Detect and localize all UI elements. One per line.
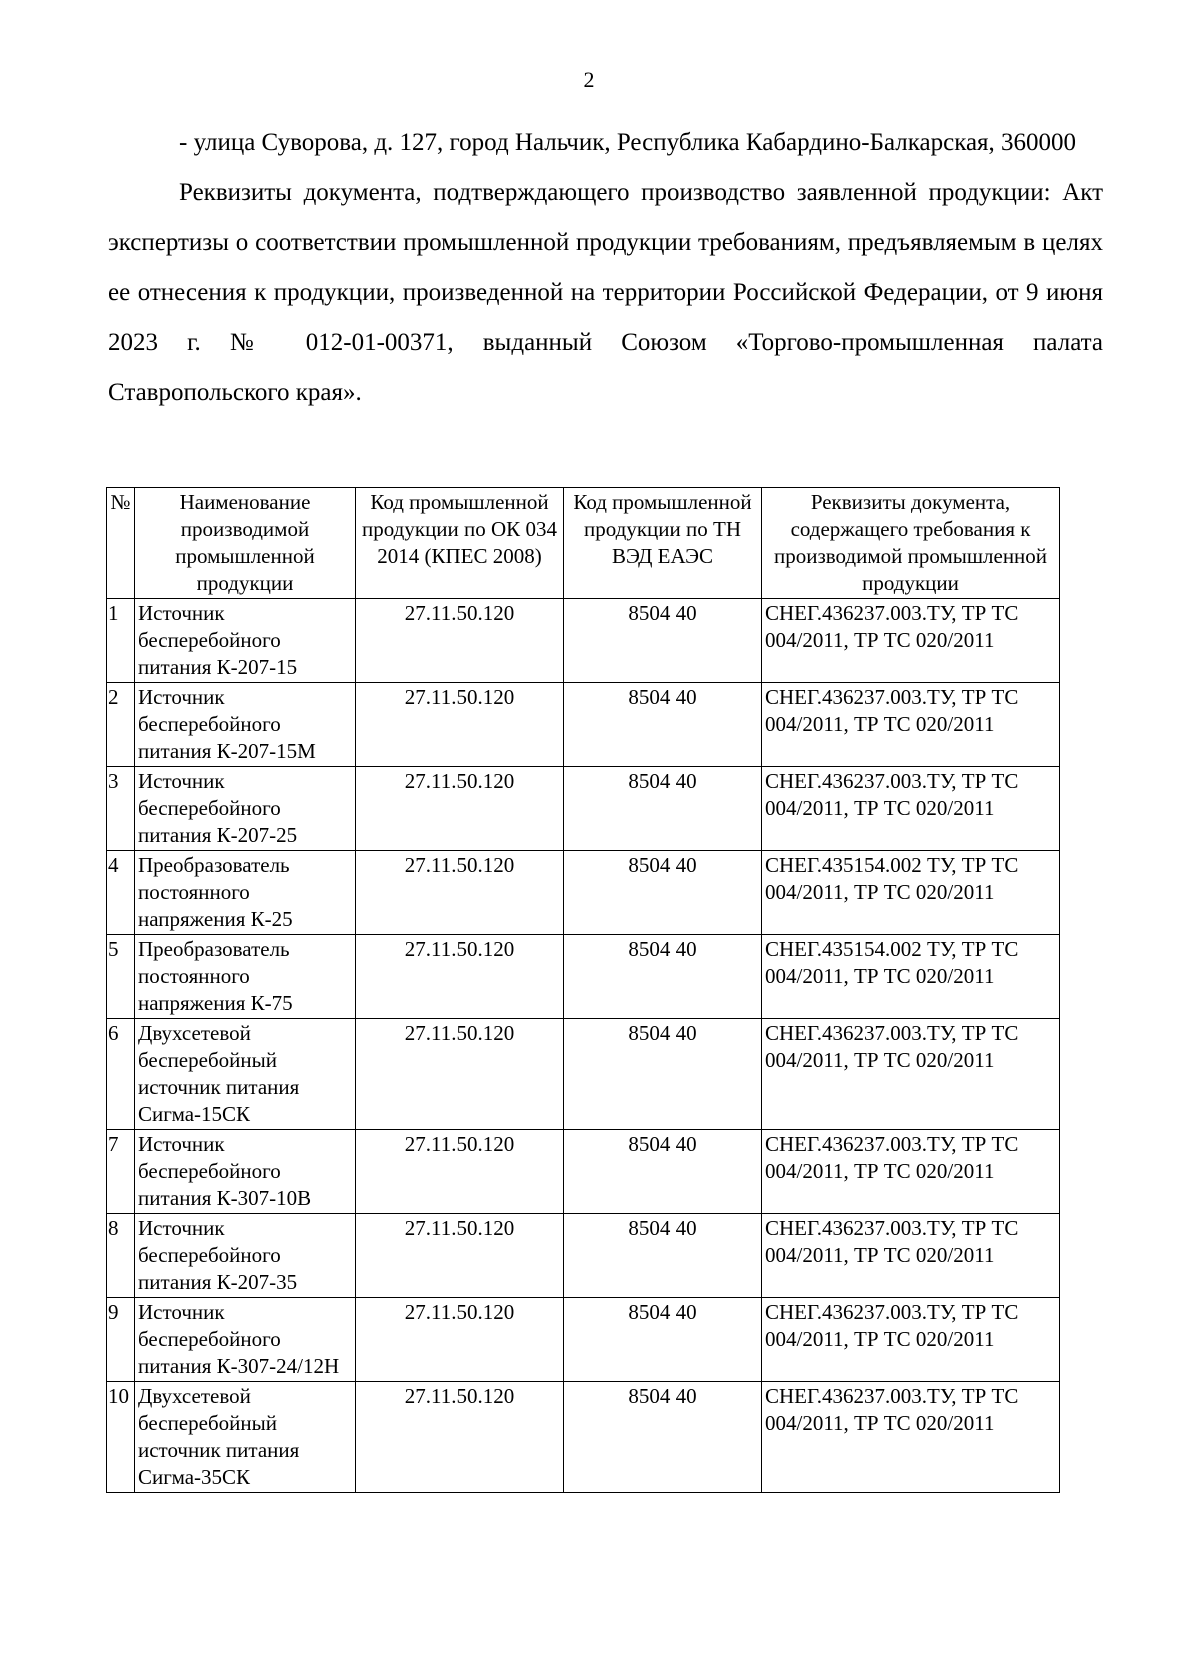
okpd-code-cell: 27.11.50.120 xyxy=(356,1130,564,1214)
header-tnved-code: Код промышленной продукции по ТН ВЭД ЕАЭС xyxy=(564,488,762,599)
tnved-code-cell: 8504 40 xyxy=(564,1382,762,1493)
requirements-cell: СНЕГ.435154.002 ТУ, ТР ТС 004/2011, ТР ТС 020/2011 xyxy=(762,935,1060,1019)
okpd-code-cell: 27.11.50.120 xyxy=(356,683,564,767)
products-table xyxy=(106,487,1060,1493)
row-number-cell: 8 xyxy=(107,1214,135,1298)
row-number-cell: 2 xyxy=(107,683,135,767)
tnved-code-cell: 8504 40 xyxy=(564,1214,762,1298)
okpd-code-cell: 27.11.50.120 xyxy=(356,1214,564,1298)
product-name-cell: Источник бесперебойного питания К-207-15М xyxy=(135,683,356,767)
table-row xyxy=(107,1382,1060,1493)
product-name-cell: Двухсетевой бесперебойный источник питания Сигма-35СК xyxy=(135,1382,356,1493)
requirements-cell: СНЕГ.436237.003.ТУ, ТР ТС 004/2011, ТР ТС 020/2011 xyxy=(762,1019,1060,1130)
table-row xyxy=(107,851,1060,935)
page-number: 2 xyxy=(583,67,595,92)
address-paragraph: - улица Суворова, д. 127, город Нальчик, Республика Кабардино-Балкарская, 360000 xyxy=(179,129,1077,156)
header-product-name: Наименование производимой промышленной продукции xyxy=(135,488,356,599)
header-requirements-document: Реквизиты документа, содержащего требования к производимой промышленной продукции xyxy=(762,488,1060,599)
row-number-cell: 9 xyxy=(107,1298,135,1382)
okpd-code-cell: 27.11.50.120 xyxy=(356,935,564,1019)
table-row xyxy=(107,1214,1060,1298)
okpd-code-cell: 27.11.50.120 xyxy=(356,1019,564,1130)
product-name-cell: Источник бесперебойного питания К-207-25 xyxy=(135,767,356,851)
tnved-code-cell: 8504 40 xyxy=(564,683,762,767)
body-text xyxy=(108,118,1103,418)
product-name-cell: Источник бесперебойного питания К-307-10В xyxy=(135,1130,356,1214)
table-row xyxy=(107,1019,1060,1130)
row-number-cell: 4 xyxy=(107,851,135,935)
table-row xyxy=(107,935,1060,1019)
table-row xyxy=(107,767,1060,851)
row-number-cell: 5 xyxy=(107,935,135,1019)
requirements-cell: СНЕГ.436237.003.ТУ, ТР ТС 004/2011, ТР ТС 020/2011 xyxy=(762,1298,1060,1382)
requirements-cell: СНЕГ.436237.003.ТУ, ТР ТС 004/2011, ТР ТС 020/2011 xyxy=(762,1214,1060,1298)
row-number-cell: 6 xyxy=(107,1019,135,1130)
row-number-cell: 7 xyxy=(107,1130,135,1214)
row-number-cell: 3 xyxy=(107,767,135,851)
table-row xyxy=(107,599,1060,683)
header-okpd-code: Код промышленной продукции по ОК 034 2014 (КПЕС 2008) xyxy=(356,488,564,599)
tnved-code-cell: 8504 40 xyxy=(564,599,762,683)
table-body xyxy=(107,599,1060,1493)
requirements-cell: СНЕГ.436237.003.ТУ, ТР ТС 004/2011, ТР ТС 020/2011 xyxy=(762,1382,1060,1493)
tnved-code-cell: 8504 40 xyxy=(564,935,762,1019)
product-name-cell: Преобразователь постоянного напряжения К-75 xyxy=(135,935,356,1019)
header-number: № xyxy=(107,488,135,599)
tnved-code-cell: 8504 40 xyxy=(564,1130,762,1214)
tnved-code-cell: 8504 40 xyxy=(564,1298,762,1382)
table-header-row xyxy=(107,488,1060,599)
requirements-cell: СНЕГ.436237.003.ТУ, ТР ТС 004/2011, ТР ТС 020/2011 xyxy=(762,767,1060,851)
document-requisites-paragraph: Реквизиты документа, подтверждающего производство заявленной продукции: Акт экспертизы о соответствии промышленной продукции требованиям, предъявляемым в целях ее отнесения к продукции, произведенной на территории Российской Федерации, от 9 июня 2023 г. № 012-01-00371, выданный Союзом «Торгово-промышленная палата Ставропольского края». xyxy=(108,179,1103,406)
requirements-cell: СНЕГ.435154.002 ТУ, ТР ТС 004/2011, ТР ТС 020/2011 xyxy=(762,851,1060,935)
requirements-cell: СНЕГ.436237.003.ТУ, ТР ТС 004/2011, ТР ТС 020/2011 xyxy=(762,683,1060,767)
product-name-cell: Источник бесперебойного питания К-307-24/12Н xyxy=(135,1298,356,1382)
table-row xyxy=(107,683,1060,767)
row-number-cell: 10 xyxy=(107,1382,135,1493)
okpd-code-cell: 27.11.50.120 xyxy=(356,1298,564,1382)
tnved-code-cell: 8504 40 xyxy=(564,851,762,935)
okpd-code-cell: 27.11.50.120 xyxy=(356,767,564,851)
row-number-cell: 1 xyxy=(107,599,135,683)
tnved-code-cell: 8504 40 xyxy=(564,767,762,851)
table-row xyxy=(107,1130,1060,1214)
product-name-cell: Источник бесперебойного питания К-207-35 xyxy=(135,1214,356,1298)
okpd-code-cell: 27.11.50.120 xyxy=(356,851,564,935)
product-name-cell: Двухсетевой бесперебойный источник питания Сигма-15СК xyxy=(135,1019,356,1130)
table-row xyxy=(107,1298,1060,1382)
product-name-cell: Преобразователь постоянного напряжения К-25 xyxy=(135,851,356,935)
tnved-code-cell: 8504 40 xyxy=(564,1019,762,1130)
okpd-code-cell: 27.11.50.120 xyxy=(356,1382,564,1493)
requirements-cell: СНЕГ.436237.003.ТУ, ТР ТС 004/2011, ТР ТС 020/2011 xyxy=(762,599,1060,683)
okpd-code-cell: 27.11.50.120 xyxy=(356,599,564,683)
requirements-cell: СНЕГ.436237.003.ТУ, ТР ТС 004/2011, ТР ТС 020/2011 xyxy=(762,1130,1060,1214)
product-name-cell: Источник бесперебойного питания К-207-15 xyxy=(135,599,356,683)
